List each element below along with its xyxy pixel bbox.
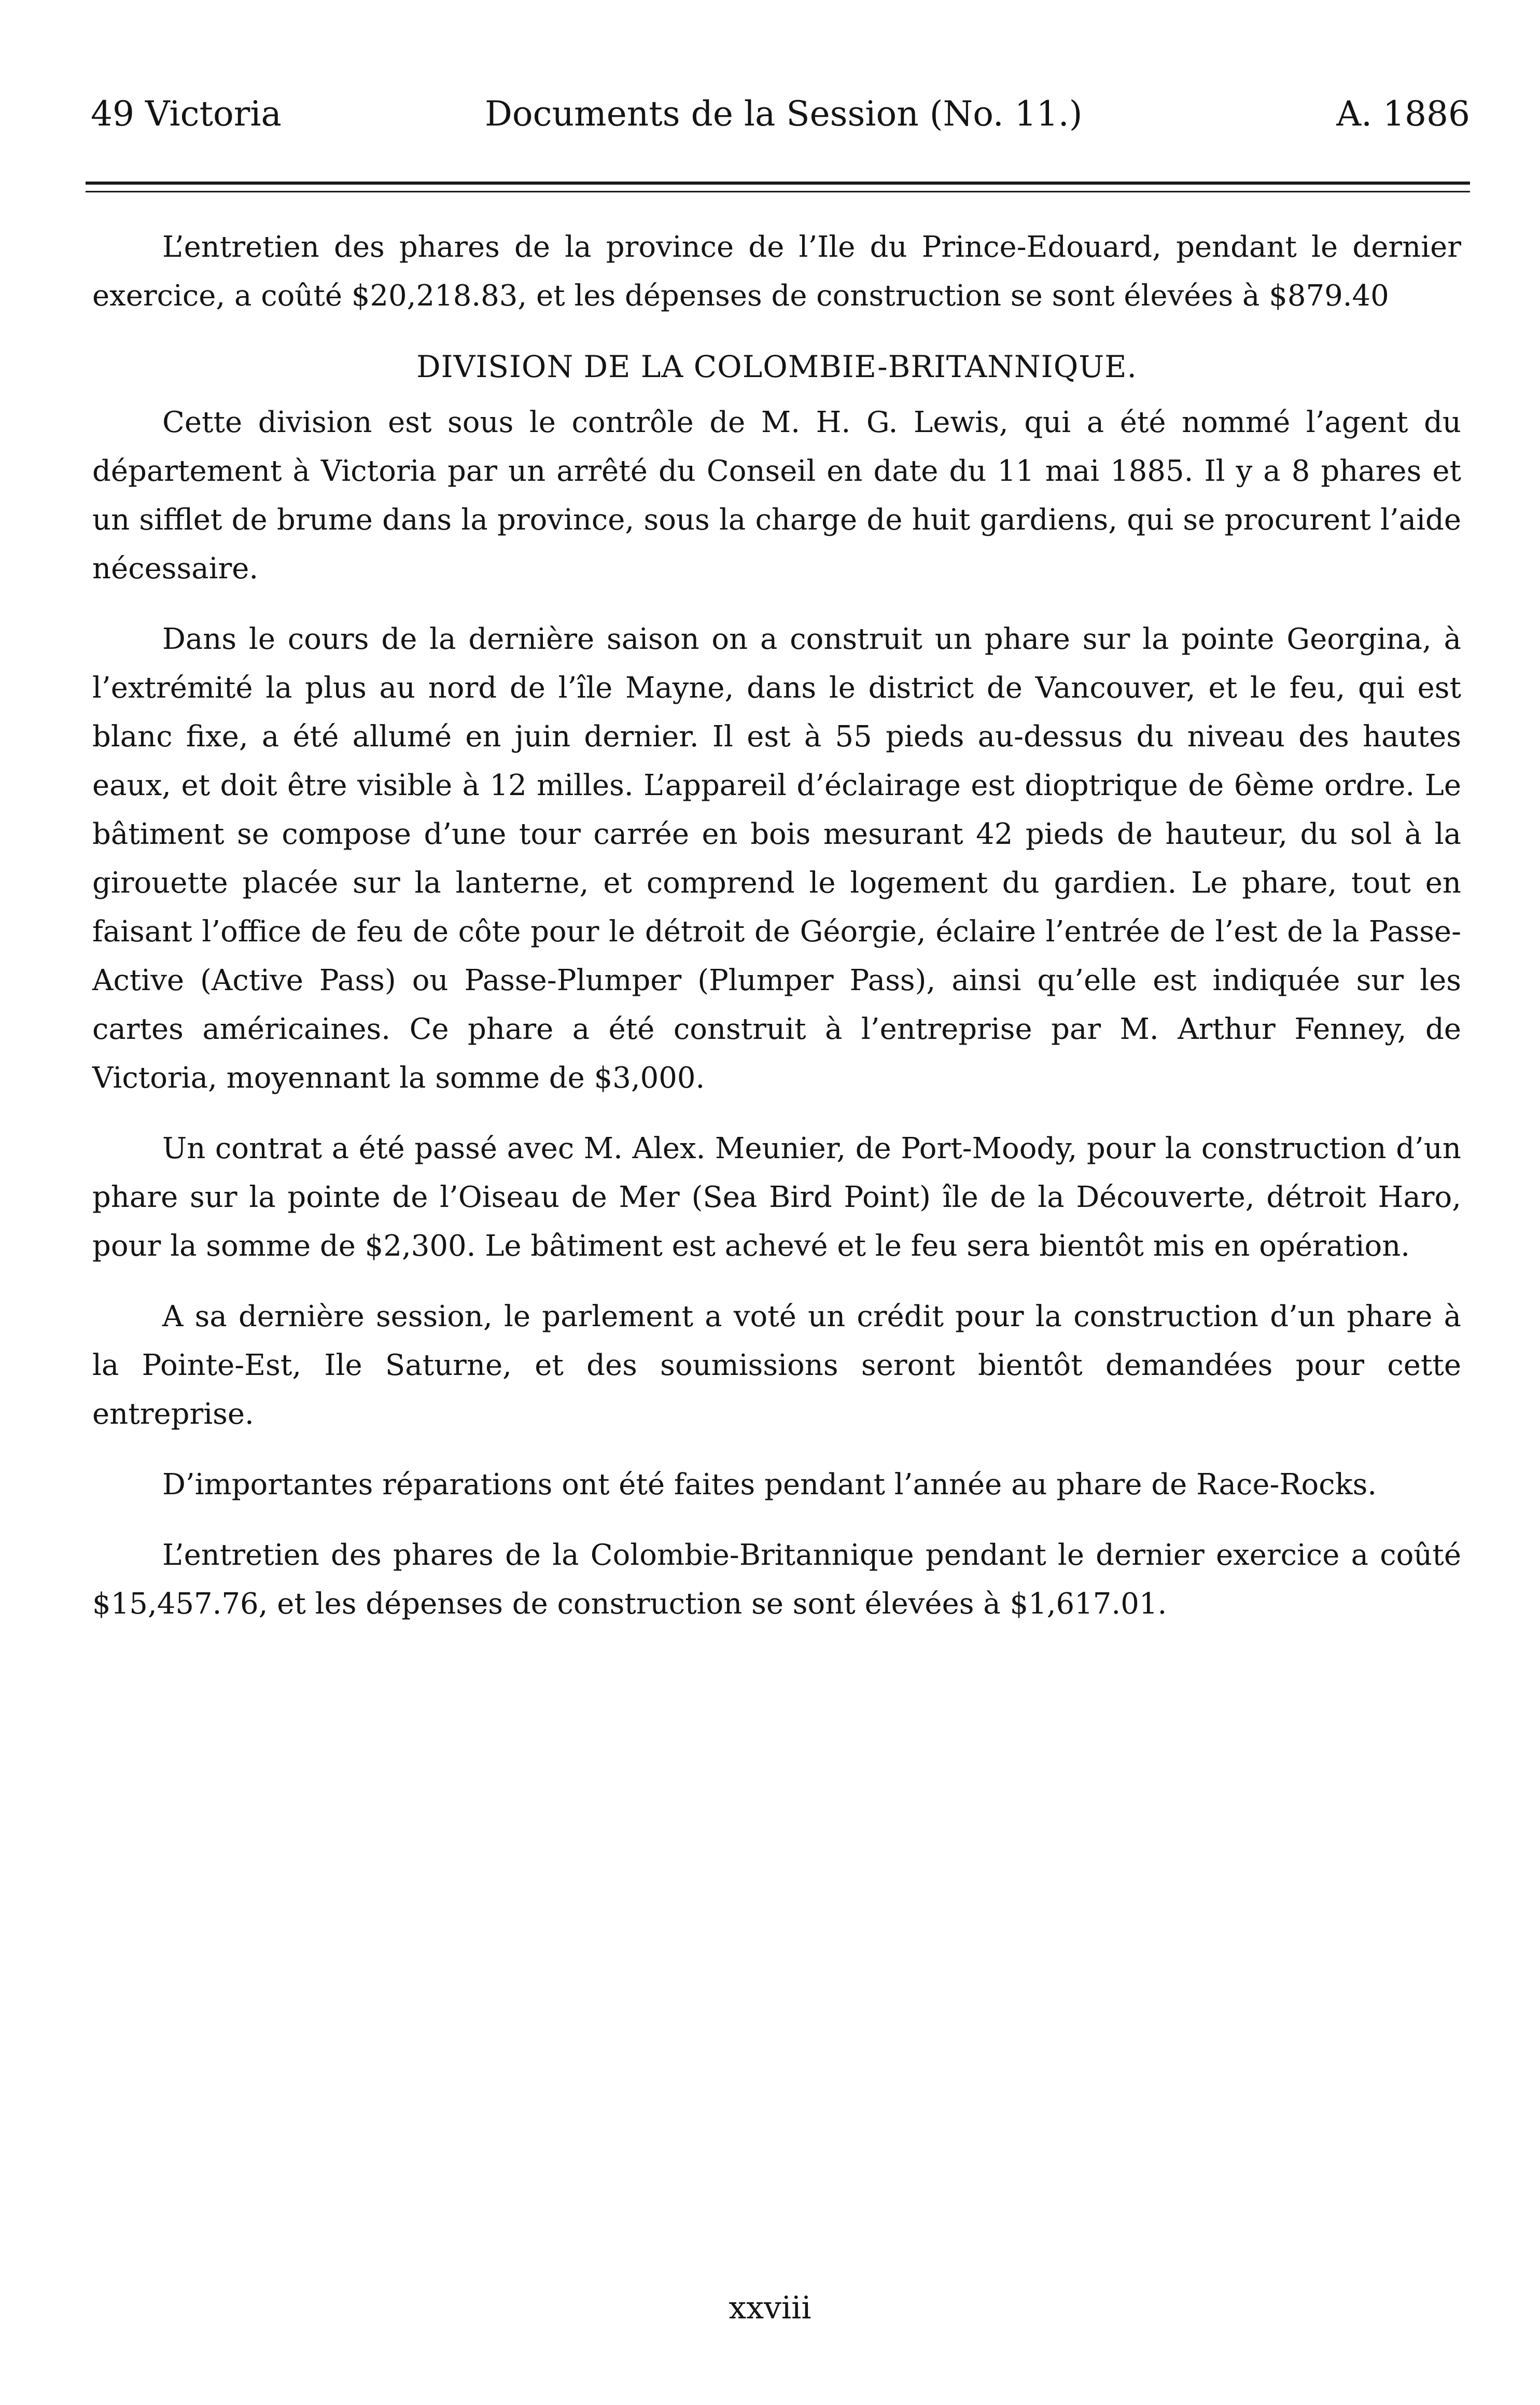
running-header [91,91,1470,137]
header-regnal-year: 49 Victoria [91,94,282,134]
page-body [92,223,1461,1650]
paragraph-bc-maintenance: L’entretien des phares de la Colombie-Britannique pendant le dernier exercice a coûté $15,457.76, et les dépenses de construction se sont élevées à $1,617.01. [92,1538,1461,1621]
section-heading: DIVISION DE LA COLOMBIE-BRITANNIQUE. [416,349,1137,384]
paragraph-saturna-credit: A sa dernière session, le parlement a voté un crédit pour la construction d’un phare à la Pointe-Est, Ile Saturne, et des soumissions seront bientôt demandées pour cette entreprise. [92,1300,1461,1431]
paragraph-sea-bird-point: Un contrat a été passé avec M. Alex. Meunier, de Port-Moody, pour la construction d’un phare sur la pointe de l’Oiseau de Mer (Sea Bird Point) île de la Découverte, détroit Haro, pour la somme de $2,300. Le bâtiment est achevé et le feu sera bientôt mis en opération. [92,1132,1461,1263]
paragraph-pei-maintenance: L’entretien des phares de la province de l’Ile du Prince-Edouard, pendant le dernier exercice, a coûté $20,218.83, et les dépenses de construction se sont élevées à $879.40 [92,230,1461,313]
header-rule-thick [86,182,1470,185]
paragraph-race-rocks: D’importantes réparations ont été faites pendant l’année au phare de Race-Rocks. [162,1468,1377,1502]
header-year: A. 1886 [1336,94,1470,134]
paragraph-georgina-lighthouse: Dans le cours de la dernière saison on a construit un phare sur la pointe Georgina, à l’extrémité la plus au nord de l’île Mayne, dans le district de Vancouver, et le feu, qui est blanc fixe, a été allumé en juin dernier. Il est à 55 pieds au-dessus du niveau des hautes eaux, et doit être visible à 12 milles. L’appareil d’éclairage est dioptrique de 6ème ordre. Le bâtiment se compose d’une tour carrée en bois mesurant 42 pieds de hauteur, du sol à la girouette placée sur la lanterne, et comprend le logement du gardien. Le phare, tout en faisant l’office de feu de côte pour le détroit de Géorgie, éclaire l’entrée de l’est de la Passe-Active (Active Pass) ou Passe-Plumper (Plumper Pass), ainsi qu’elle est indiquée sur les cartes américaines. Ce phare a été construit à l’entreprise par M. Arthur Fenney, de Victoria, moyennant la somme de $3,000. [92,622,1461,1095]
header-rule-thin [86,191,1470,192]
paragraph-division-control: Cette division est sous le contrôle de M. H. G. Lewis, qui a été nommé l’agent du département à Victoria par un arrêté du Conseil en date du 11 mai 1885. Il y a 8 phares et un sifflet de brume dans la province, sous la charge de huit gardiens, qui se procurent l’aide nécessaire. [92,406,1461,586]
header-title: Documents de la Session (No. 11.) [485,94,1083,134]
page-number: xxviii [729,2290,811,2326]
